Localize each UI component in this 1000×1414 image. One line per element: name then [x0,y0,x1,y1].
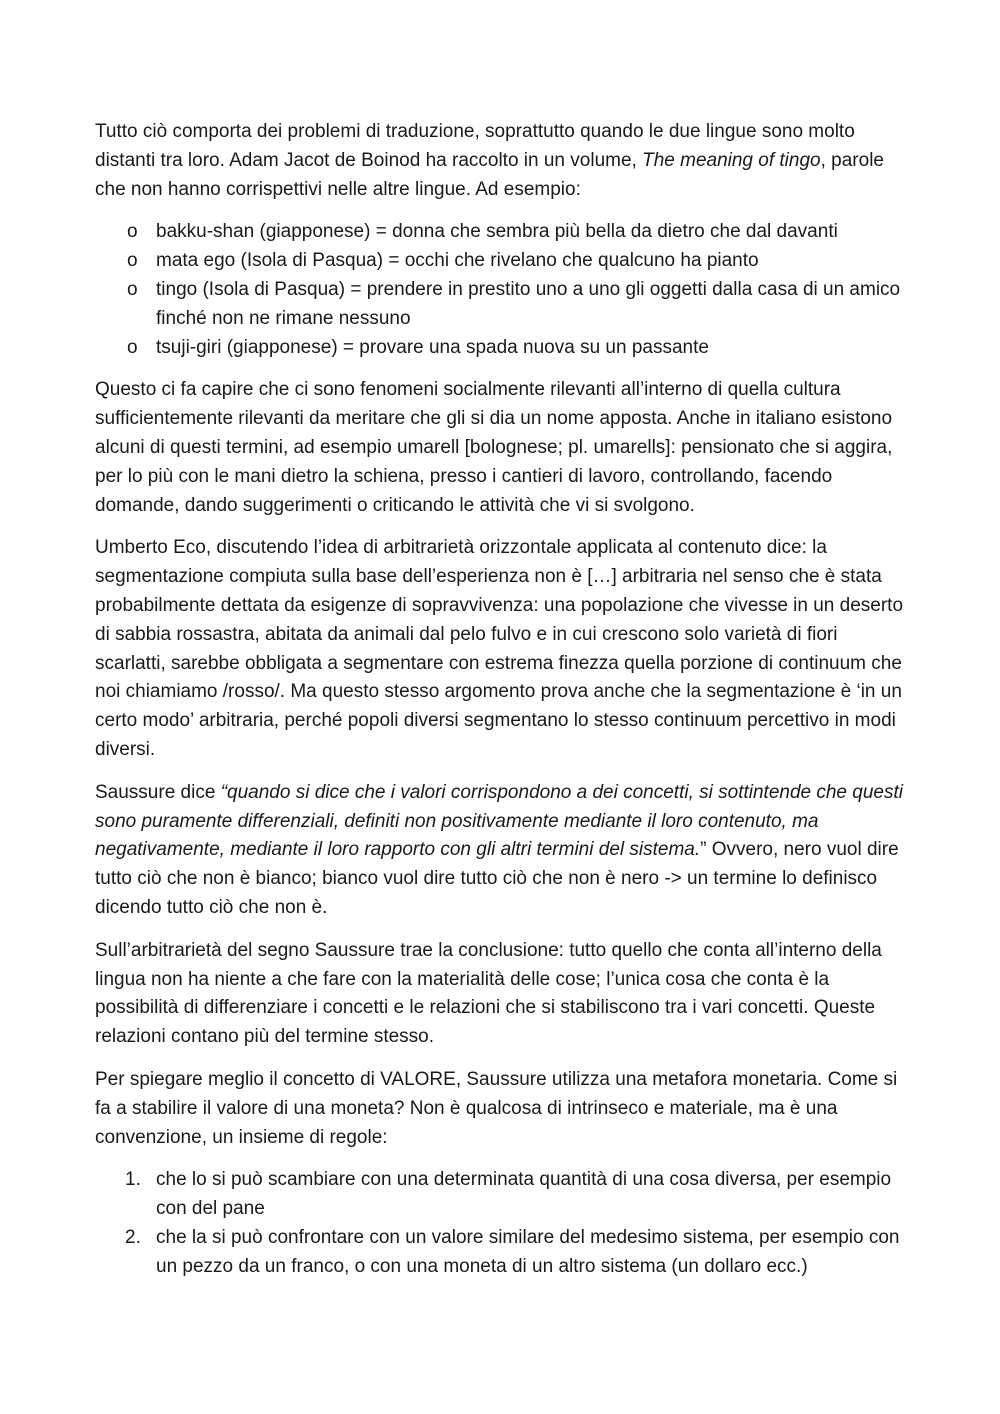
rules-list [95,1166,907,1281]
list-item-text: che la si può confrontare con un valore similare del medesimo sistema, per esempio con un pezzo da un franco, o con una moneta di un altro sistema (un dollaro ecc.) [156,1226,900,1277]
list-item [95,276,907,334]
quote-intro: Saussure dice [95,781,221,803]
list-item-text: mata ego (Isola di Pasqua) = occhi che rivelano che qualcuno ha pianto [156,250,759,272]
bullet-marker: o [127,250,138,272]
quote-explanation: ” Ovvero, nero vuol dire tutto ciò che non è bianco; bianco vuol dire tutto ciò che non è nero -> un termine lo definisco dicendo tutto ciò che non è. [95,839,899,918]
saussure-quote: “quando si dice che i valori corrispondono a dei concetti, si sottintende che questi sono puramente differenziali, definiti non positivamente mediante il loro contenuto, ma negativamente, mediante il loro rapporto con gli altri termini del sistema. [95,781,903,861]
paragraph-intro [95,118,907,204]
book-title: The meaning of tingo [642,149,821,171]
list-item-text: tingo (Isola di Pasqua) = prendere in prestito uno a uno gli oggetti dalla casa di un amico finché non ne rimane nessuno [156,278,901,329]
list-number: 2. [125,1226,141,1248]
paragraph-umarell: Questo ci fa capire che ci sono fenomeni socialmente rilevanti all’interno di quella cultura sufficientemente rilevanti da meritare che gli si dia un nome apposta. Anche in italiano esistono alcuni di questi termini, ad esempio umarell [bolognese; pl. umarells]: pensionato che si aggira, per lo più con le mani dietro la schiena, presso i cantieri di lavoro, controllando, facendo domande, dando suggerimenti o criticando le attività che vi si svolgono. [95,379,893,516]
list-item [95,1224,907,1282]
paragraph-arbitrariness: Sull’arbitrarietà del segno Saussure trae la conclusione: tutto quello che conta all’interno della lingua non ha niente a che fare con la materialità delle cose; l’unica cosa che conta è la possibilità di differenziare i concetti e le relazioni che si stabiliscono tra i vari concetti. Queste relazioni contano più del termine stesso. [95,939,882,1048]
examples-list [95,218,907,362]
paragraph-intro-text: Tutto ciò comporta dei problemi di traduzione, soprattutto quando le due lingue sono molto distanti tra loro. Adam Jacot de Boinod ha raccolto in un volume, [95,121,855,171]
list-item-text: bakku-shan (giapponese) = donna che sembra più bella da dietro che dal davanti [156,221,838,243]
list-item [95,247,907,276]
bullet-marker: o [127,278,138,300]
paragraph-intro-text-end: , parole che non hanno corrispettivi nelle altre lingue. Ad esempio: [95,149,884,200]
bullet-marker: o [127,221,138,243]
list-item [95,334,907,363]
list-number: 1. [125,1169,141,1191]
document-page [95,118,907,1295]
paragraph-saussure-quote [95,779,907,923]
paragraph-value: Per spiegare meglio il concetto di VALORE, Saussure utilizza una metafora monetaria. Come si fa a stabilire il valore di una moneta? Non è qualcosa di intrinseco e materiale, ma è una convenzione, un insieme di regole: [95,1068,898,1148]
list-item-text: che lo si può scambiare con una determinata quantità di una cosa diversa, per esempio con del pane [156,1169,892,1220]
list-item [95,1166,907,1224]
list-item-text: tsuji-giri (giapponese) = provare una spada nuova su un passante [156,336,709,358]
paragraph-eco: Umberto Eco, discutendo l’idea di arbitrarietà orizzontale applicata al contenuto dice: la segmentazione compiuta sulla base dell’esperienza non è […] arbitraria nel senso che è stata probabilmente dettata da esigenze di sopravvivenza: una popolazione che vivesse in un deserto di sabbia rossastra, abitata da animali dal pelo fulvo e in cui crescono solo varietà di fiori scarlatti, sarebbe obbligata a segmentare con estrema finezza quella porzione di continuum che noi chiamiamo /rosso/. Ma questo stesso argomento prova anche che la segmentazione è ‘in un certo modo’ arbitraria, perché popoli diversi segmentano lo stesso continuum percettivo in modi diversi. [95,537,904,760]
bullet-marker: o [127,336,138,358]
list-item [95,218,907,247]
